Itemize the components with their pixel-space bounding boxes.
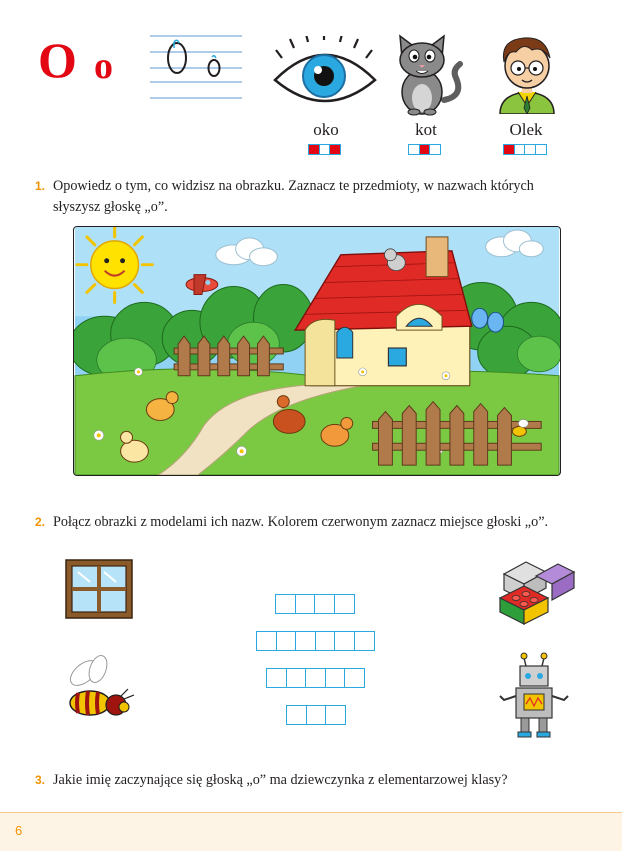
building-blocks-picture [496,548,576,626]
task-1 [35,176,595,218]
sound-model-oko [308,144,341,155]
sound-box[interactable] [325,668,346,688]
sound-box[interactable] [266,668,287,688]
sound-box[interactable] [286,668,307,688]
sound-box[interactable] [306,705,327,725]
letter-uppercase: O [38,32,77,88]
word-label-oko: oko [313,120,339,139]
sun-icon [77,227,152,302]
page-number: 6 [15,823,23,838]
sound-box[interactable] [276,631,297,651]
robot-picture [494,650,574,740]
task-text: Połącz obrazki z modelami ich nazw. Kolorem czerwonym zaznacz miejsce głoski „o”. [53,514,549,530]
word-model-boxes[interactable] [286,705,346,725]
task-number: 2. [35,515,46,529]
cat-picture [394,34,466,116]
word-model-boxes[interactable] [275,594,355,614]
sound-box[interactable] [315,631,336,651]
window-picture [64,558,134,620]
sound-box [535,144,547,155]
sound-box[interactable] [314,594,335,614]
task-number: 3. [35,773,46,787]
sound-box[interactable] [334,631,355,651]
task-text-continued: słyszysz głoskę „o”. [53,199,168,215]
word-label-olek: Olek [509,120,543,139]
sound-box[interactable] [344,668,365,688]
farm-scene-illustration [73,226,561,476]
sound-box[interactable] [354,631,375,651]
wasp-picture [62,655,136,727]
handwriting-lines [150,34,242,100]
sound-box[interactable] [325,705,346,725]
task-text: Opowiedz o tym, co widzisz na obrazku. Zaznacz te przedmioty, w nazwach których [53,178,534,194]
sound-box[interactable] [295,631,316,651]
page-footer [0,812,622,851]
sound-box[interactable] [305,668,326,688]
task-2 [35,512,595,533]
task-3 [35,770,595,791]
sound-model-olek [503,144,547,155]
sound-box[interactable] [256,631,277,651]
task-text: Jakie imię zaczynające się głoską „o” ma dziewczynka z elementarzowej klasy? [53,772,508,788]
sound-box [429,144,441,155]
sound-box-marked [329,144,341,155]
boy-olek-picture [494,32,560,114]
sound-model-kot [408,144,441,155]
sound-box[interactable] [295,594,316,614]
letter-lowercase: o [94,45,113,87]
eye-picture [272,36,378,114]
sound-box[interactable] [334,594,355,614]
sound-box[interactable] [286,705,307,725]
word-label-kot: kot [415,120,437,139]
word-model-boxes[interactable] [256,631,375,651]
task-number: 1. [35,179,46,193]
sound-box[interactable] [275,594,296,614]
word-model-boxes[interactable] [266,668,365,688]
